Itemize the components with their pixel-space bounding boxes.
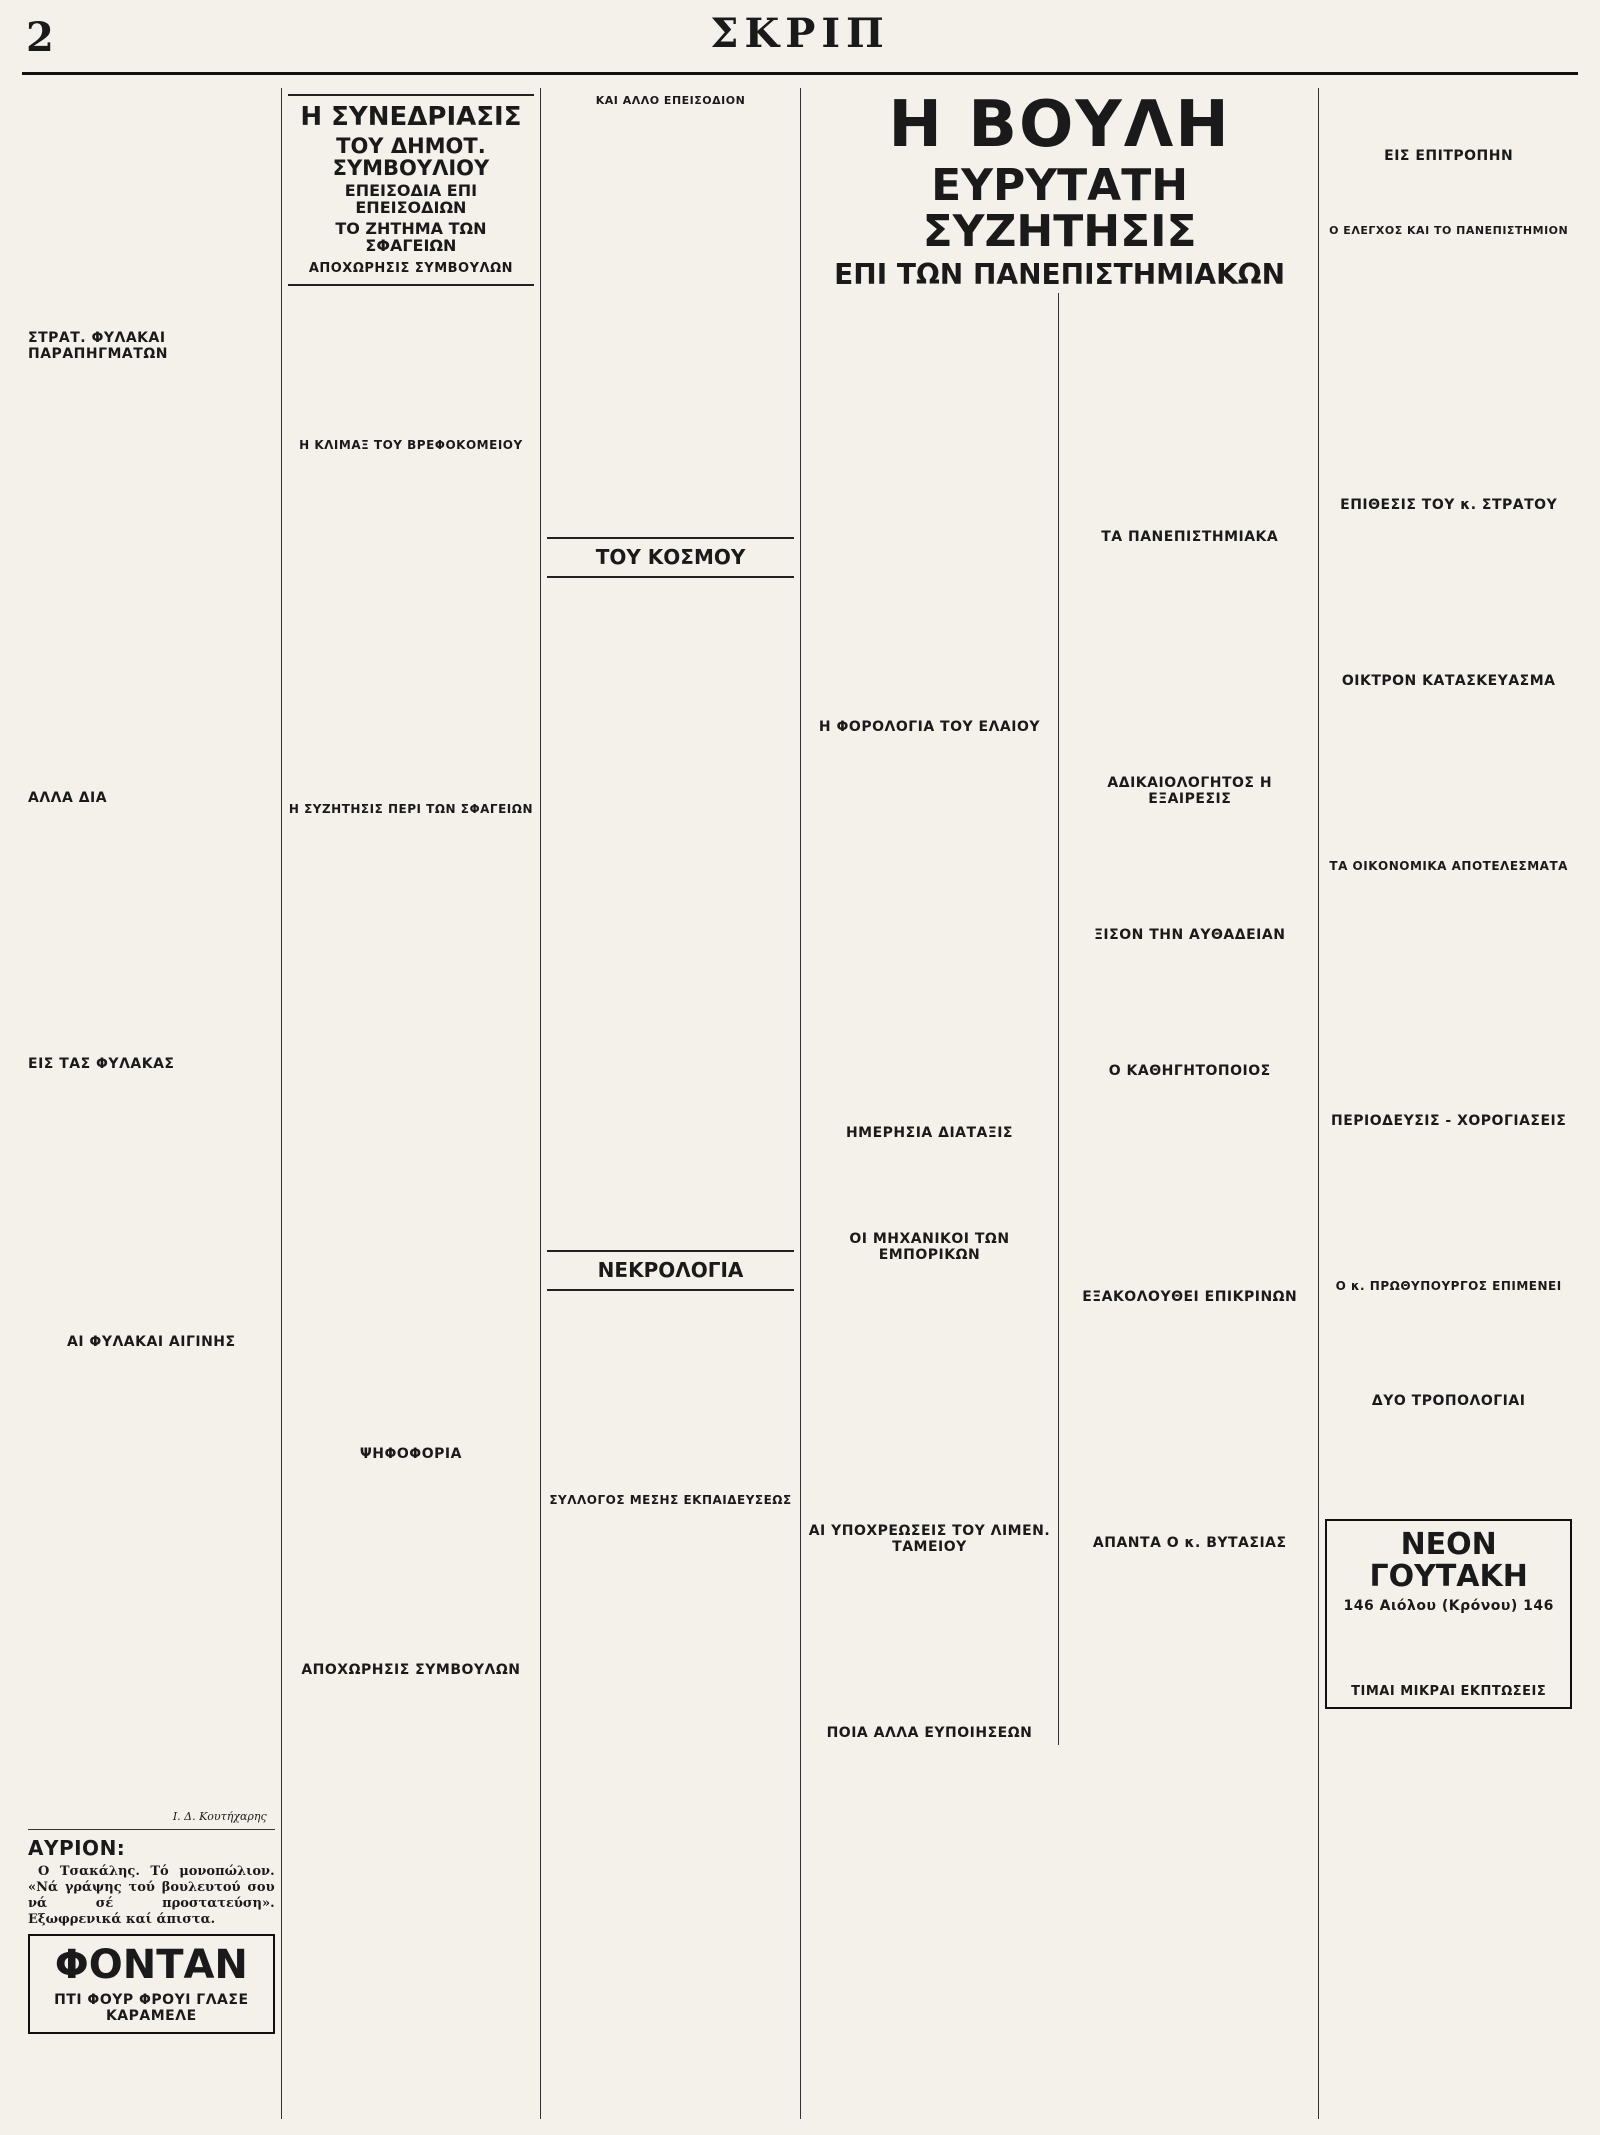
subheading: ΟΙΚΤΡΟΝ ΚΑΤΑΣΚΕΥΑΣΜΑ <box>1341 673 1556 689</box>
headline: Η ΒΟΥΛΗ <box>888 88 1231 162</box>
columns <box>22 88 1578 2119</box>
column-5 <box>1318 88 1578 2119</box>
section-heading: ΣΤΡΑΤ. ΦΥΛΑΚΑΙ ΠΑΡΑΠΗΓΜΑΤΩΝ <box>28 330 168 362</box>
section-heading: ΑΙ ΦΥΛΑΚΑΙ ΑΙΓΙΝΗΣ <box>67 1334 236 1350</box>
subheading: ΚΑΙ ΑΛΛΟ ΕΠΕΙΣΟΔΙΟΝ <box>595 94 746 107</box>
subheading: Ο κ. ΠΡΩΘΥΠΟΥΡΓΟΣ ΕΠΙΜΕΝΕΙ <box>1335 1279 1562 1293</box>
subheading: ΕΠΙΘΕΣΙΣ ΤΟΥ κ. ΣΤΡΑΤΟΥ <box>1340 497 1558 513</box>
masthead <box>0 0 1600 80</box>
advertisement <box>1325 1519 1572 1709</box>
section-heading-box <box>547 537 794 578</box>
top-rule <box>22 72 1578 75</box>
column-2 <box>281 88 541 2119</box>
paper-title: ΣΚΡΙΠ <box>710 10 890 57</box>
subheading: ΟΙ ΜΗΧΑΝΙΚΟΙ ΤΩΝ ΕΜΠΟΡΙΚΩΝ <box>849 1230 1010 1263</box>
section-heading: ΑΛΛΑ ΔΙΑ <box>28 790 108 806</box>
headline: Η ΣΥΝΕΔΡΙΑΣΙΣ <box>300 102 522 132</box>
column-3 <box>540 88 800 2119</box>
subheading: ΕΞΑΚΟΛΟΥΘΕΙ ΕΠΙΚΡΙΝΩΝ <box>1082 1288 1298 1305</box>
ad-title: ΦΟΝΤΑΝ <box>54 1942 248 1988</box>
subheading: Ο ΕΛΕΓΧΟΣ ΚΑΙ ΤΟ ΠΑΝΕΠΙΣΤΗΜΙΟΝ <box>1329 224 1569 237</box>
subheading: ΠΟΙΑ ΑΛΛΑ ΕΥΠΟΙΗΣΕΩΝ <box>826 1724 1033 1741</box>
section-heading: ΤΟΥ ΚΟΣΜΟΥ <box>595 545 746 569</box>
subheading: ΑΠΟΧΩΡΗΣΙΣ ΣΥΜΒΟΥΛΩΝ <box>301 1661 521 1678</box>
subheading: ΤΑ ΠΑΝΕΠΙΣΤΗΜΙΑΚΑ <box>1101 528 1279 545</box>
subheading: ΤΑ ΟΙΚΟΝΟΜΙΚΑ ΑΠΟΤΕΛΕΣΜΑΤΑ <box>1329 859 1568 873</box>
subheading: Η ΣΥΖΗΤΗΣΙΣ ΠΕΡΙ ΤΩΝ ΣΦΑΓΕΙΩΝ <box>288 801 533 816</box>
subheading: ΠΕΡΙΟΔΕΥΣΙΣ - ΧΟΡΟΓΙΑΣΕΙΣ <box>1331 1113 1567 1129</box>
column-1 <box>22 88 281 2119</box>
section-heading: ΣΥΛΛΟΓΟΣ ΜΕΣΗΣ ΕΚΠΑΙΔΕΥΣΕΩΣ <box>549 1493 792 1507</box>
subheading: ΨΗΦΟΦΟΡΙΑ <box>359 1445 462 1462</box>
ad-address: 146 Αιόλου (Κρόνου) 146 <box>1343 1598 1554 1614</box>
text-block <box>28 88 275 2088</box>
headline: ΤΟΥ ΔΗΜΟΤ. ΣΥΜΒΟΥΛΙΟΥ <box>332 134 490 181</box>
section-heading: ΕΙΣ ΤΑΣ ΦΥΛΑΚΑΣ <box>28 1056 175 1072</box>
headline: ΕΠΙ ΤΩΝ ΠΑΝΕΠΙΣΤΗΜΙΑΚΩΝ <box>834 257 1286 291</box>
subheading: Η ΦΟΡΟΛΟΓΙΑ ΤΟΥ ΕΛΑΙΟΥ <box>818 718 1040 735</box>
headline: ΤΟ ΖΗΤΗΜΑ ΤΩΝ ΣΦΑΓΕΙΩΝ <box>335 218 487 255</box>
section-heading: ΝΕΚΡΟΛΟΓΙΑ <box>597 1258 744 1282</box>
ad-title: ΝΕΟΝ ΓΟΥΤΑΚΗ <box>1369 1527 1528 1594</box>
headline: ΕΠΕΙΣΟΔΙΑ ΕΠΙ ΕΠΕΙΣΟΔΙΩΝ <box>344 181 478 218</box>
avrion-text: Ο Τσακάλης. Τό μονοπώλιον. «Νά γράψης τού βουλευτού σου νά σέ προστατεύση». Εξωφρενικά καί άπιστα. <box>28 1864 275 1927</box>
signature: Ι. Δ. Κουτήχαρης <box>172 1810 267 1823</box>
page-number: 2 <box>26 14 54 61</box>
subheading: ΔΥΟ ΤΡΟΠΟΛΟΓΙΑΙ <box>1371 1393 1526 1409</box>
subheading: ΑΠΑΝΤΑ Ο κ. ΒΥΤΑΣΙΑΣ <box>1092 1534 1287 1551</box>
headline-block <box>288 94 535 286</box>
avrion-heading: ΑΥΡΙΟΝ: <box>28 1836 126 1860</box>
advertisement <box>28 1934 275 2034</box>
ad-footer: ΤΙΜΑΙ ΜΙΚΡΑΙ ΕΚΠΤΩΣΕΙΣ <box>1351 1684 1547 1699</box>
subheading: ΑΠΟΧΩΡΗΣΙΣ ΣΥΜΒΟΥΛΩΝ <box>308 260 514 276</box>
subheading: Η ΚΛΙΜΑΞ ΤΟΥ ΒΡΕΦΟΚΟΜΕΙΟΥ <box>299 437 523 452</box>
section-heading-box <box>547 1250 794 1291</box>
subheading: ΕΙΣ ΕΠΙΤΡΟΠΗΝ <box>1384 148 1514 164</box>
subheading: ΑΙ ΥΠΟΧΡΕΩΣΕΙΣ ΤΟΥ ΛΙΜΕΝ. ΤΑΜΕΙΟΥ <box>808 1522 1051 1555</box>
column-4 <box>800 88 1319 2119</box>
subheading: ΞΙΣΟΝ ΤΗΝ ΑΥΘΑΔΕΙΑΝ <box>1094 926 1286 943</box>
subheading: ΑΔΙΚΑΙΟΛΟΓΗΤΟΣ Η ΕΞΑΙΡΕΣΙΣ <box>1107 774 1273 807</box>
headline: ΕΥΡΥΤΑΤΗ ΣΥΖΗΤΗΣΙΣ <box>922 160 1197 258</box>
subheading: ΗΜΕΡΗΣΙΑ ΔΙΑΤΑΞΙΣ <box>845 1124 1013 1141</box>
subheading: Ο ΚΑΘΗΓΗΤΟΠΟΙΟΣ <box>1108 1062 1271 1079</box>
ad-subtitle: ΠΤΙ ΦΟΥΡ ΦΡΟΥΙ ΓΛΑΣΕ ΚΑΡΑΜΕΛΕ <box>54 1992 249 2024</box>
